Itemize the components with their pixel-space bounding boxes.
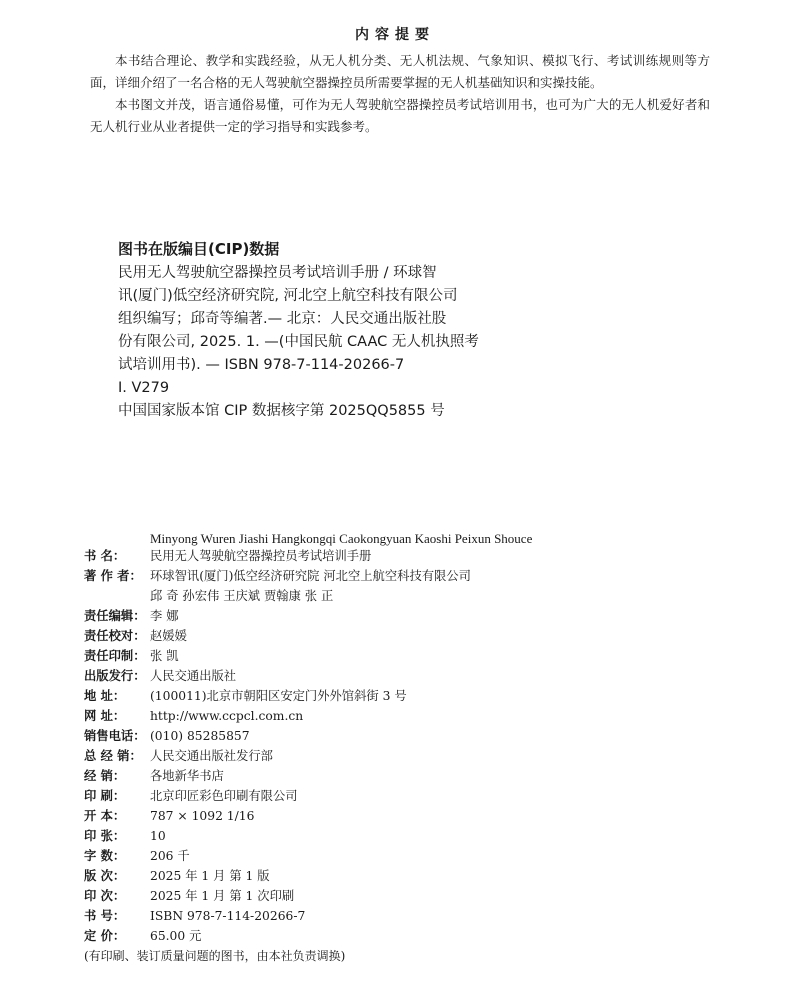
colophon-label: 经 销：: [84, 769, 126, 783]
colophon-row: [84, 566, 471, 586]
cip-line: 组织编写；邱奇等编著.— 北京：人民交通出版社股: [118, 311, 447, 327]
colophon-value: 邱 奇 孙宏伟 王庆斌 贾翰康 张 正: [150, 589, 334, 603]
colophon-row: [84, 706, 471, 726]
colophon-label: 印 次：: [84, 889, 126, 903]
colophon-label: 定 价：: [84, 929, 126, 943]
colophon-value: 北京印匠彩色印刷有限公司: [150, 789, 298, 803]
colophon-row: [84, 646, 471, 666]
colophon-row: [84, 766, 471, 786]
colophon-label: 开 本：: [84, 809, 126, 823]
colophon-value: 人民交通出版社: [150, 669, 237, 683]
colophon-row: [84, 606, 471, 626]
pinyin-title: Minyong Wuren Jiashi Hangkongqi Caokongyuan Kaoshi Peixun Shouce: [150, 531, 533, 546]
colophon-value: 65.00 元: [150, 929, 202, 943]
colophon-row: [84, 626, 471, 646]
colophon-value: (010) 85285857: [150, 729, 250, 743]
quality-note: (有印刷、装订质量问题的图书，由本社负责调换): [84, 949, 346, 963]
colophon-value: 787 × 1092 1/16: [150, 809, 255, 823]
colophon-label: [84, 586, 150, 606]
cip-line: Ⅰ. V279: [118, 380, 170, 396]
colophon-row: [84, 906, 471, 926]
colophon-value: 张 凯: [150, 649, 179, 663]
website-link[interactable]: http://www.ccpcl.com.cn: [150, 709, 304, 723]
colophon-value: 各地新华书店: [150, 769, 224, 783]
colophon-label: 地 址：: [84, 689, 126, 703]
colophon-row: [84, 926, 471, 946]
colophon-label: 责任印制：: [84, 649, 146, 663]
colophon-value: 10: [150, 829, 166, 843]
colophon-value: (100011)北京市朝阳区安定门外外馆斜街 3 号: [150, 689, 407, 703]
colophon-label: 书 名：: [84, 549, 126, 563]
colophon-label: 书 号：: [84, 909, 126, 923]
colophon-value: 环球智讯(厦门)低空经济研究院 河北空上航空科技有限公司: [150, 569, 471, 583]
colophon-value: 民用无人驾驶航空器操控员考试培训手册: [150, 549, 372, 563]
cip-line: 讯(厦门)低空经济研究院, 河北空上航空科技有限公司: [118, 288, 458, 304]
colophon-row: [84, 846, 471, 866]
summary-text: [90, 50, 710, 138]
colophon-value: 赵媛媛: [150, 629, 187, 643]
cip-line: 中国国家版本馆 CIP 数据核字第 2025QQ5855 号: [118, 403, 445, 419]
colophon-row: [84, 586, 471, 606]
colophon-label: 责任校对：: [84, 629, 146, 643]
summary-title: 内容提要: [355, 27, 435, 43]
colophon-row: [84, 726, 471, 746]
colophon-label: 印 张：: [84, 829, 126, 843]
colophon-row: [84, 666, 471, 686]
colophon-value: 人民交通出版社发行部: [150, 749, 273, 763]
colophon-label: 出版发行：: [84, 669, 146, 683]
colophon-label: 责任编辑：: [84, 609, 146, 623]
colophon-row: [84, 786, 471, 806]
colophon-value: 2025 年 1 月 第 1 版: [150, 869, 270, 883]
colophon-label: 字 数：: [84, 849, 126, 863]
colophon-label: 网 址：: [84, 709, 126, 723]
colophon-label: 版 次：: [84, 869, 126, 883]
cip-line: 民用无人驾驶航空器操控员考试培训手册 / 环球智: [118, 265, 437, 281]
colophon-value: 李 娜: [150, 609, 179, 623]
colophon-table: [84, 546, 471, 966]
cip-heading: 图书在版编目(CIP)数据: [118, 240, 280, 258]
colophon-row: [84, 806, 471, 826]
cip-line: 份有限公司, 2025. 1. —(中国民航 CAAC 无人机执照考: [118, 334, 479, 350]
cip-block: [118, 262, 480, 423]
colophon-label: 销售电话：: [84, 729, 146, 743]
colophon-value: 206 千: [150, 849, 190, 863]
colophon-value: 2025 年 1 月 第 1 次印刷: [150, 889, 295, 903]
colophon-row: [84, 826, 471, 846]
colophon-label: 总 经 销：: [84, 749, 142, 763]
summary-paragraph: 本书结合理论、教学和实践经验，从无人机分类、无人机法规、气象知识、模拟飞行、考试训练规则等方面，详细介绍了一名合格的无人驾驶航空器操控员所需要掌握的无人机基础知识和实操技能。: [90, 53, 710, 90]
colophon-value: ISBN 978-7-114-20266-7: [150, 909, 306, 923]
colophon-label: 著 作 者：: [84, 569, 142, 583]
colophon-row: [84, 746, 471, 766]
colophon-row: [84, 866, 471, 886]
colophon-row: [84, 546, 471, 566]
cip-line: 试培训用书). — ISBN 978-7-114-20266-7: [118, 357, 405, 373]
summary-paragraph: 本书图文并茂，语言通俗易懂，可作为无人驾驶航空器操控员考试培训用书，也可为广大的无人机爱好者和无人机行业从业者提供一定的学习指导和实践参考。: [90, 97, 710, 134]
colophon-row: [84, 686, 471, 706]
colophon-label: 印 刷：: [84, 789, 126, 803]
colophon-row: [84, 886, 471, 906]
